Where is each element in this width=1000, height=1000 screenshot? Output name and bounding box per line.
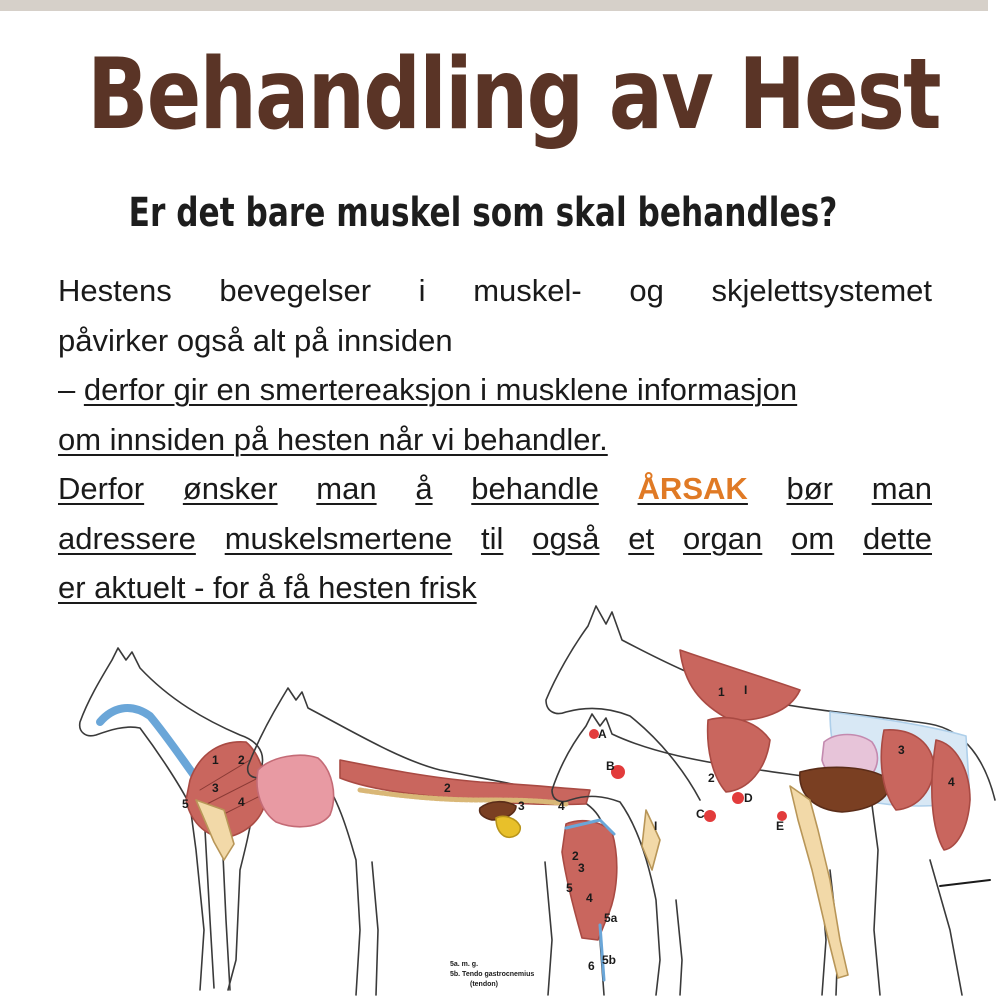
underlined-text: derfor gir en smertereaksjon i musklene informasjon xyxy=(83,372,798,407)
label-4c: 4 xyxy=(586,891,593,905)
body-line-1 xyxy=(58,266,932,316)
body-line-3 xyxy=(58,365,932,415)
label-5a: 5a xyxy=(604,911,618,925)
body-word: å xyxy=(415,471,433,506)
top-border xyxy=(0,0,988,11)
label-3: 3 xyxy=(212,781,219,795)
page-subtitle: Er det bare muskel som skal behandles? xyxy=(128,190,838,236)
underlined-text: er aktuelt - for å få hesten frisk xyxy=(58,570,477,605)
trachea xyxy=(100,708,205,790)
label-1: 1 xyxy=(212,753,219,767)
label-I-b: I xyxy=(744,683,748,697)
label-C: C xyxy=(696,807,705,821)
label-B: B xyxy=(606,759,615,773)
label-4-right: 4 xyxy=(948,775,955,789)
horse-digestive xyxy=(248,688,617,995)
label-3-right: 3 xyxy=(898,743,905,757)
label-5: 5 xyxy=(182,797,189,811)
label-D: D xyxy=(744,791,753,805)
body-word: til xyxy=(480,520,504,556)
caption-line-2: 5b. Tendo gastrocnemius xyxy=(450,971,535,978)
body-word: i xyxy=(418,273,426,308)
caption-line-3: (tendon) xyxy=(470,981,498,988)
body-word: et xyxy=(628,520,655,556)
body-word: ønsker xyxy=(182,471,278,506)
lung xyxy=(257,755,334,826)
body-word: man xyxy=(871,471,932,506)
label-4: 4 xyxy=(238,795,245,809)
body-line-2: påvirker også alt på innsiden xyxy=(58,322,453,358)
body-word: bevegelser xyxy=(219,273,372,308)
body-word: og xyxy=(629,273,664,308)
body-word: bør xyxy=(786,471,833,506)
point-c xyxy=(704,810,716,822)
label-I-a: I xyxy=(654,819,658,833)
horse-respiratory xyxy=(80,648,267,990)
hoof-marker xyxy=(940,880,990,886)
body-word: muskel- xyxy=(473,273,582,308)
body-line-4 xyxy=(58,415,932,465)
body-word: organ xyxy=(682,520,763,556)
stomach xyxy=(496,816,520,837)
shoulder-muscle xyxy=(708,718,770,792)
femur-bone xyxy=(790,786,848,978)
label-1-right: 1 xyxy=(718,685,725,699)
horse-anatomy-illustration xyxy=(0,600,1000,1000)
body-word: man xyxy=(316,471,377,506)
body-line-5 xyxy=(58,464,932,514)
label-2-right: 2 xyxy=(708,771,715,785)
body-word: adressere xyxy=(58,520,196,556)
label-5b: 5 xyxy=(566,881,573,895)
dash-prefix: – xyxy=(58,372,84,407)
point-d xyxy=(732,792,744,804)
label-2b: 2 xyxy=(444,781,451,795)
label-A: A xyxy=(598,727,607,741)
label-2c: 2 xyxy=(572,849,579,863)
underlined-text: om innsiden på hesten når vi behandler. xyxy=(58,421,608,457)
arsak-highlight: ÅRSAK xyxy=(637,471,748,506)
label-5bb: 5b xyxy=(602,953,617,967)
label-2: 2 xyxy=(238,753,245,767)
body-word: om xyxy=(791,520,835,556)
label-3b: 3 xyxy=(518,799,525,813)
label-E: E xyxy=(776,819,785,833)
body-word: dette xyxy=(863,520,932,556)
label-3c: 3 xyxy=(578,861,585,875)
body-word: Hestens xyxy=(58,273,172,308)
label-6: 6 xyxy=(588,959,595,973)
page-title: Behandling av Hest xyxy=(87,38,940,152)
caption-line-1: 5a. m. g. xyxy=(450,961,479,968)
liver-right xyxy=(800,767,890,812)
body-word: muskelsmertene xyxy=(224,520,453,556)
label-4b: 4 xyxy=(558,799,565,813)
body-word: Derfor xyxy=(58,471,145,506)
body-word: skjelettsystemet xyxy=(711,273,932,308)
body-word: også xyxy=(532,520,600,556)
body-word: behandle xyxy=(471,471,599,506)
neck-muscle xyxy=(680,650,800,720)
body-line-6 xyxy=(58,514,932,564)
body-text xyxy=(58,266,932,613)
